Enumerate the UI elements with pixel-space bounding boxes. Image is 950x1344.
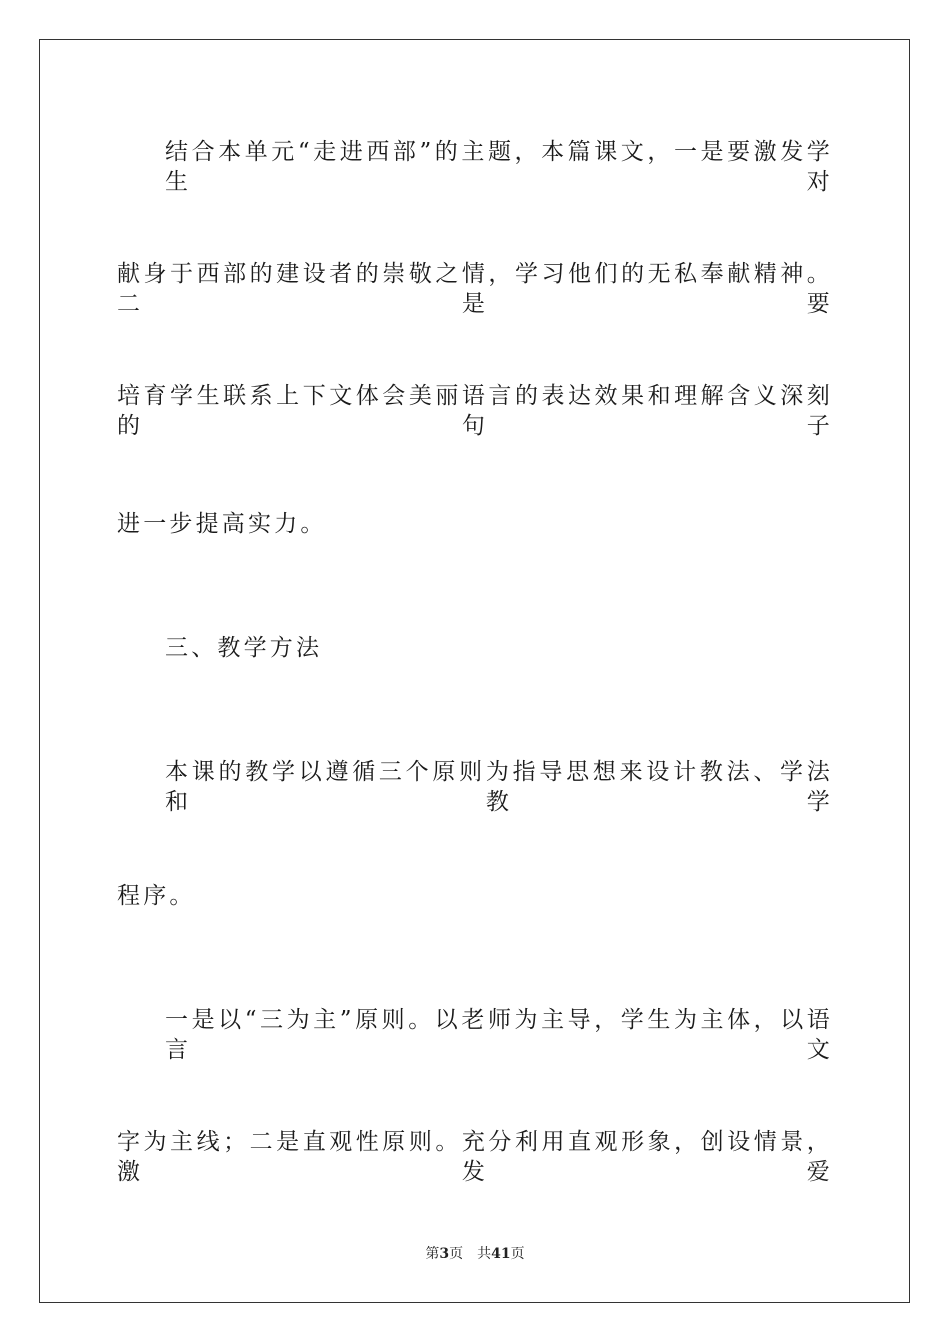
page-prefix: 第: [425, 1246, 440, 1262]
page-suffix: 页: [449, 1246, 464, 1262]
page-border: [39, 39, 910, 1303]
paragraph-line: 字为主线；二是直观性原则。充分利用直观形象，创设情景，激发爱: [117, 1129, 833, 1185]
total-pages: 41: [491, 1246, 511, 1262]
page-number: 3: [439, 1246, 450, 1262]
total-prefix: 共: [477, 1246, 492, 1262]
paragraph-line: 进一步提高实力。: [117, 511, 327, 537]
paragraph-line: 一是以“三为主”原则。以老师为主导，学生为主体，以语言文: [165, 1007, 833, 1063]
paragraph-line: 本课的教学以遵循三个原则为指导思想来设计教法、学法和教学: [165, 759, 833, 815]
paragraph-line: 程序。: [117, 883, 196, 909]
paragraph-line: 培育学生联系上下文体会美丽语言的表达效果和理解含义深刻的句子: [117, 383, 833, 439]
paragraph-line: 献身于西部的建设者的崇敬之情，学习他们的无私奉献精神。二是要: [117, 261, 833, 317]
page-footer: [0, 1245, 950, 1263]
total-suffix: 页: [510, 1246, 525, 1262]
section-heading: 三、教学方法: [165, 635, 323, 661]
paragraph-line: 结合本单元“走进西部”的主题，本篇课文，一是要激发学生对: [165, 139, 833, 195]
